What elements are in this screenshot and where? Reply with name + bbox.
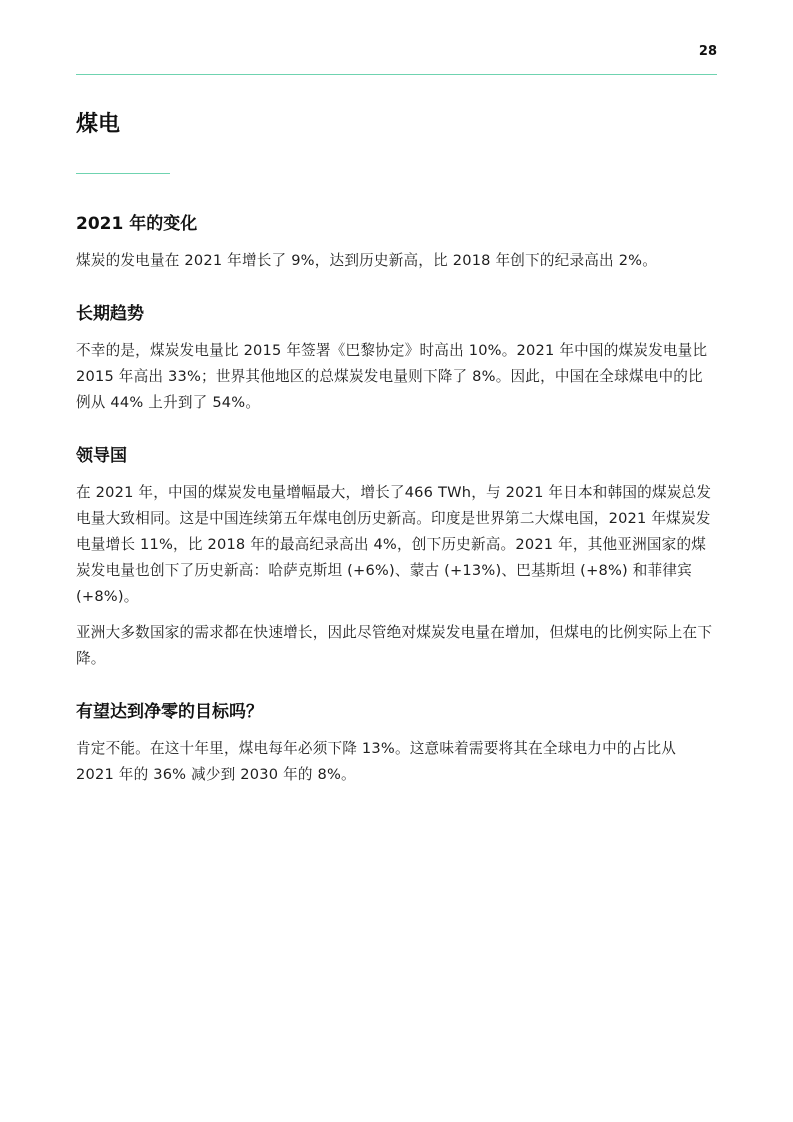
section-leading-countries	[76, 442, 717, 672]
section-heading: 有望达到净零的目标吗？	[76, 702, 263, 722]
header-divider	[76, 74, 717, 75]
title-underline	[76, 173, 170, 174]
page-title: 煤电	[76, 112, 121, 137]
paragraph: 肯定不能。在这十年里，煤电每年必须下降 13%。这意味着需要将其在全球电力中的占比从 2021 年的 36% 减少到 2030 年的 8%。	[76, 740, 677, 783]
paragraph: 煤炭的发电量在 2021 年增长了 9%，达到历史新高，比 2018 年创下的纪录高出 2%。	[76, 252, 658, 269]
section-changes-2021	[76, 210, 717, 274]
paragraph: 不幸的是，煤炭发电量比 2015 年签署《巴黎协定》时高出 10%。2021 年中国的煤炭发电量比 2015 年高出 33%；世界其他地区的总煤炭发电量则下降了 8%。因此，中国在全球煤电中的比例从 44% 上升到了 54%。	[76, 342, 708, 411]
section-heading: 2021 年的变化	[76, 214, 198, 234]
paragraph: 在 2021 年，中国的煤炭发电量增幅最大，增长了466 TWh，与 2021 年日本和韩国的煤炭总发电量大致相同。这是中国连续第五年煤电创历史新高。印度是世界第二大煤电国，2021 年煤炭发电量增长 11%，比 2018 年的最高纪录高出 4%，创下历史新高。2021 年，其他亚洲国家的煤炭发电量也创下了历史新高：哈萨克斯坦 (+6%)、蒙古 (+13%)、巴基斯坦 (+8%) 和菲律宾 (+8%)。	[76, 484, 712, 605]
section-long-term-trend	[76, 300, 717, 416]
section-net-zero	[76, 698, 717, 788]
page-number: 28	[698, 44, 717, 59]
section-heading: 长期趋势	[76, 304, 144, 324]
paragraph: 亚洲大多数国家的需求都在快速增长，因此尽管绝对煤炭发电量在增加，但煤电的比例实际上在下降。	[76, 624, 713, 667]
document-body	[76, 210, 717, 814]
section-heading: 领导国	[76, 446, 127, 466]
